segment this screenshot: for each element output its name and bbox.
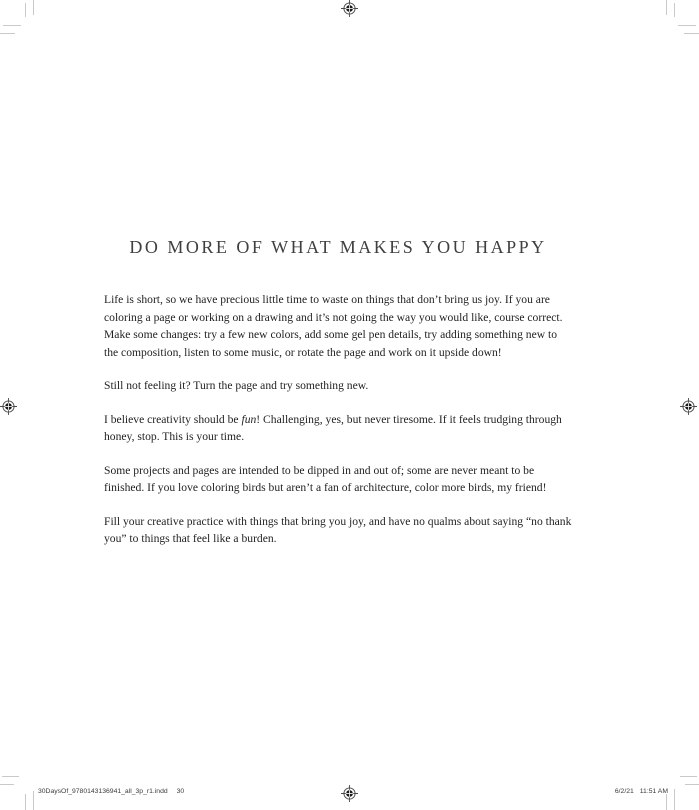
slug-line	[38, 787, 184, 796]
crop-mark	[678, 25, 696, 26]
crop-mark	[25, 794, 26, 810]
body-paragraph: I believe creativity should be fun! Challenging, yes, but never tiresome. If it feels trudging through honey, stop. This is your time.	[104, 412, 562, 443]
crop-mark	[666, 794, 667, 810]
crop-mark	[674, 3, 675, 17]
crop-mark	[685, 784, 699, 785]
crop-mark	[0, 784, 14, 785]
body-paragraph: Some projects and pages are intended to be dipped in and out of; some are never meant to be finished. If you love coloring birds but aren’t a fan of architecture, color more birds, my friend!	[104, 463, 547, 494]
slug-date: 6/2/21	[614, 788, 634, 795]
crop-mark	[674, 789, 675, 810]
crop-mark	[33, 0, 34, 15]
body-paragraph: Still not feeling it? Turn the page and try something new.	[104, 379, 369, 392]
crop-mark	[2, 776, 19, 777]
page-title: DO MORE OF WHAT MAKES YOU HAPPY	[129, 237, 547, 257]
crop-mark	[25, 3, 26, 17]
slug-time: 11:51 AM	[639, 788, 668, 795]
registration-mark-icon	[680, 398, 697, 415]
crop-mark	[666, 0, 667, 15]
body-paragraph: Fill your creative practice with things that bring you joy, and have no qualms about saying “no thank you” to things that feel like a burden.	[104, 514, 572, 545]
crop-mark	[680, 776, 697, 777]
body-text	[104, 291, 574, 564]
slug-datetime	[615, 787, 668, 796]
body-paragraph: Life is short, so we have precious little time to waste on things that don’t bring us joy. If you are coloring a page or working on a drawing and it’s not going the way you would like, course correct. Make some changes: try a few new colors, add some gel pen details, try adding something new to the composition, listen to some music, or rotate the page and work on it upside down!	[104, 293, 563, 359]
registration-mark-icon	[341, 785, 358, 802]
registration-mark-icon	[0, 398, 17, 415]
crop-mark	[684, 33, 699, 34]
registration-mark-icon	[341, 0, 358, 17]
crop-mark	[3, 25, 21, 26]
crop-mark	[0, 33, 15, 34]
slug-filename: 30DaysOf_9780143136941_all_3p_r1.indd	[38, 788, 168, 795]
slug-page-number: 30	[176, 788, 185, 795]
crop-mark	[33, 791, 34, 810]
